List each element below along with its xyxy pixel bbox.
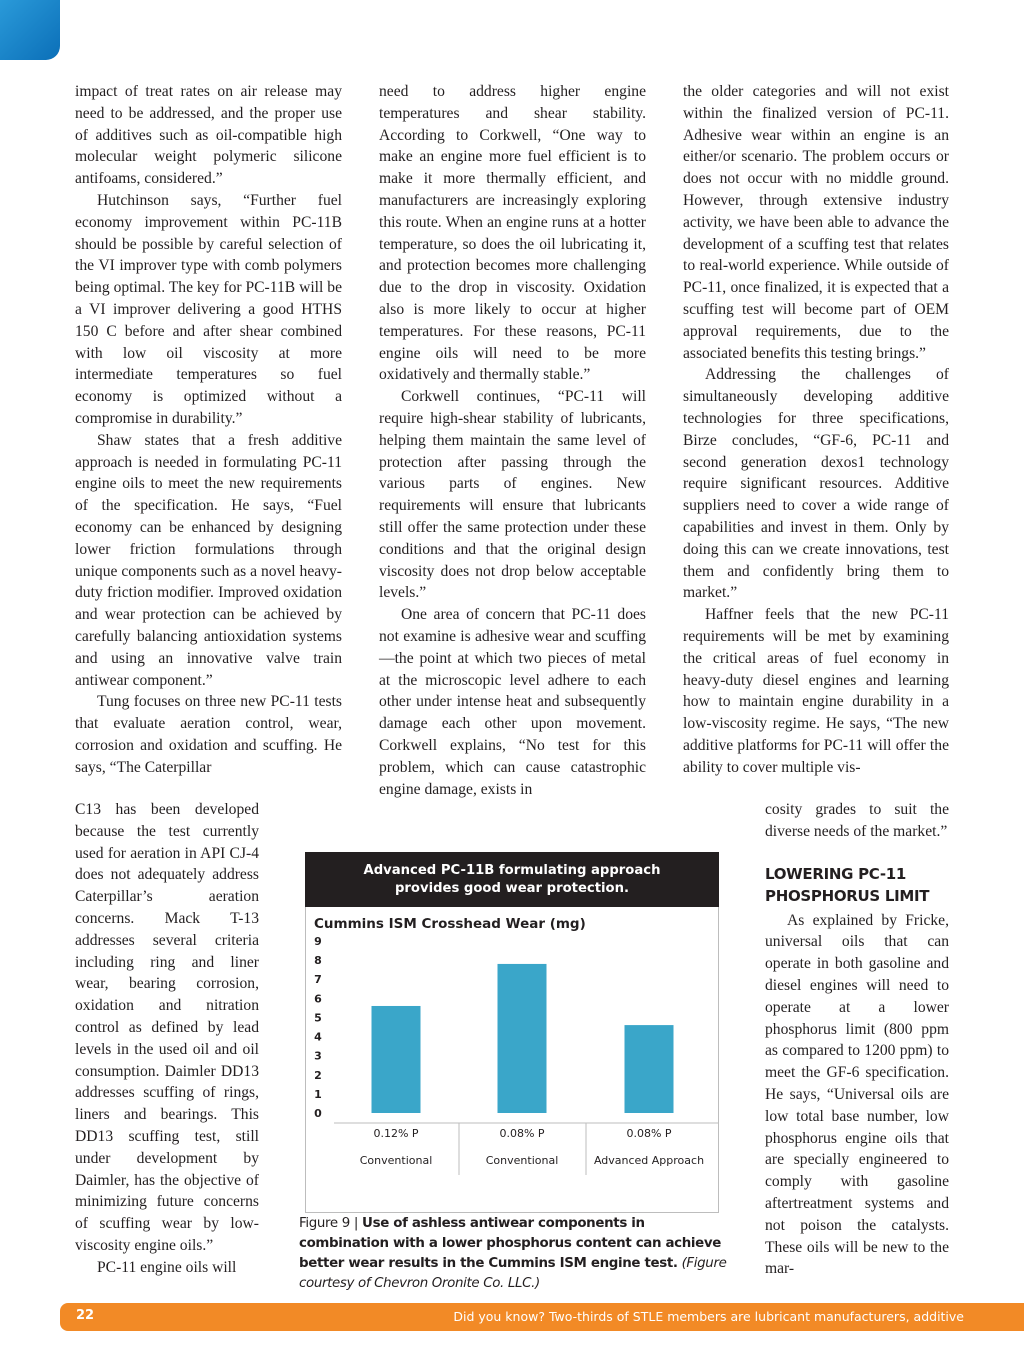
figure-credit: (Figure courtesy of Chevron Oronite Co. LLC.) xyxy=(299,1256,727,1291)
paragraph: cosity grades to suit the diverse needs of the market.” xyxy=(765,801,949,840)
paragraph: PC-11 engine oils will xyxy=(97,1258,237,1276)
bar-label: 0.12% P xyxy=(373,1127,419,1140)
paragraph: Addressing the challenges of simultaneously developing additive technologies for three specifications, Birze concludes, “GF-6, PC-11 and second generation dexos1 technology require significant resources. Additive suppliers need to cover a wide range of capabilities and invest in them. Only by doing this can we create innovations, test them and confidently bring them to market.” xyxy=(683,366,949,602)
paragraph: need to address higher engine temperatures and shear stability. According to Corkwell, “One way to make an engine more fuel efficient is to make it more thermally efficient, and manufacturers are increasingly exploring this route. When an engine runs at a hotter temperature, so does the oil lubricating it, and protection becomes more challenging due to the drop in viscosity. Oxidation also is more likely to occur at higher temperatures. For these reasons, PC-11 engine oils will need to be more oxidatively and thermally stable.” xyxy=(379,83,646,384)
figure-number: Figure 9 xyxy=(299,1216,350,1231)
article-column-3-lower xyxy=(765,799,949,1280)
figure-banner xyxy=(305,852,719,907)
y-tick-label: 9 xyxy=(314,935,322,948)
y-tick-label: 1 xyxy=(314,1087,322,1101)
chart-title: Cummins ISM Crosshead Wear (mg) xyxy=(314,916,586,932)
bar-1 xyxy=(372,1006,421,1113)
figure-caption xyxy=(299,1214,727,1294)
y-tick-label: 3 xyxy=(314,1049,322,1063)
category-label: Advanced Approach xyxy=(593,1154,705,1167)
paragraph: Haffner feels that the new PC-11 requirements will be met by examining the critical areas of fuel economy in heavy-duty diesel engines and learning how to maintain engine durability in a low-viscosity regime. He says, “The new additive platforms for PC-11 will offer the ability to cover multiple vis- xyxy=(683,606,949,776)
y-tick-label: 2 xyxy=(314,1068,322,1082)
y-tick-label: 8 xyxy=(314,954,322,968)
page-footer xyxy=(60,1303,1024,1331)
figure-banner-line-1: Advanced PC-11B formulating approach xyxy=(363,862,661,878)
figure-banner-line-2: provides good wear protection. xyxy=(394,880,629,896)
paragraph: C13 has been developed because the test currently used for aeration in API CJ-4 does not adequately address Caterpillar’s aeration concerns. Mack T-13 addresses several criteria including ring and liner wear, bearing corrosion, oxidation and nitration control as defined by lead levels in the used oil and oil consumption. Daimler DD13 addresses scuffing of rings, liners and bearings. This DD13 scuffing test, still under development by Daimler, has the objective of minimizing future concerns of scuffing wear by low-viscosity engine oils.” xyxy=(75,801,259,1254)
paragraph: the older categories and will not exist within the finalized version of PC-11. Adhesive wear within an engine is an either/or scenario. The problem occurs or does not occur with no middle ground. However, through extensive industry activity, we have been able to advance the development of a scuffing test that relates to real-world experience. While outside of PC-11, once finalized, it is expected that a scuffing test will become part of OEM approval requirements, due to the associated benefits this testing brings.” xyxy=(683,83,949,362)
y-tick-label: 7 xyxy=(314,973,322,987)
category-label: Conventional xyxy=(485,1154,559,1167)
y-tick-label: 6 xyxy=(314,992,322,1006)
article-column-3 xyxy=(683,81,949,779)
paragraph: As explained by Fricke, universal oils that can operate in both gasoline and diesel engines will need to operate at a lower phosphorus limit (800 ppm as compared to 1200 ppm) to meet the GF-6 specification. He says, “Universal oils are low total base number, low phosphorus engine oils that are specially engineered to comply with gasoline aftertreatment systems and not poison the catalysts. These oils will be new to the mar- xyxy=(765,911,949,1278)
article-column-1 xyxy=(75,81,342,779)
category-label: Conventional xyxy=(359,1154,433,1167)
y-tick-label: 4 xyxy=(314,1030,322,1044)
paragraph: One area of concern that PC-11 does not examine is adhesive wear and scuffing—the point at which two pieces of metal at the microscopic level adhere to each other under intense heat and subsequently damage each other upon movement. Corkwell explains, “No test for this problem, which can cause catastrophic engine damage, exists in xyxy=(379,606,646,798)
bar-2 xyxy=(498,964,547,1113)
article-column-2 xyxy=(379,81,646,800)
article-column-1-lower xyxy=(75,799,259,1279)
bar-3 xyxy=(625,1025,674,1113)
paragraph: Corkwell continues, “PC-11 will require high-shear stability of lubricants, helping them maintain the same level of protection after passing through the various parts of engines. New requirements will ensure that lubricants still offer the same protection under these conditions and that the original design viscosity does not drop below acceptable levels.” xyxy=(379,388,646,602)
bar-chart xyxy=(306,907,718,1212)
paragraph: impact of treat rates on air release may need to be addressed, and the proper use of additives such as oil-compatible high molecular weight polymeric silicone antifoams, considered.” xyxy=(75,83,342,188)
caption-separator: | xyxy=(353,1216,359,1231)
bar-label: 0.08% P xyxy=(626,1127,672,1140)
paragraph: Shaw states that a fresh additive approach is needed in formulating PC-11 engine oils to meet the new requirements of the specification. He says, “Fuel economy can be enhanced by designing lower friction formulations through unique components such as a novel heavy-duty friction modifier. Improved oxidation and wear protection can be achieved by carefully balancing antioxidation systems and using an innovative valve train antiwear component.” xyxy=(75,431,342,689)
chart-frame xyxy=(305,907,719,1213)
section-subheading: LOWERING PC-11 PHOSPHORUS LIMIT xyxy=(765,864,930,905)
corner-tab xyxy=(0,0,60,60)
footer-tagline: Did you know? Two-thirds of STLE members are lubricant manufacturers, additive xyxy=(453,1309,964,1324)
paragraph: Hutchinson says, “Further fuel economy improvement within PC-11B should be possible by careful selection of the VI improver type with comb polymers being optimal. The key for PC-11B will be a VI improver delivering a good HTHS 150 C before and after shear combined with low oil viscosity at more intermediate temperatures so fuel economy is optimized without a compromise in durability.” xyxy=(75,191,342,427)
caption-text: Use of ashless antiwear components in combination with a lower phosphorus content can achieve better wear results in the Cummins ISM engine test. xyxy=(299,1216,722,1271)
figure-9 xyxy=(305,852,719,1212)
y-tick-label: 0 xyxy=(314,1107,322,1120)
y-tick-label: 5 xyxy=(314,1011,322,1025)
page-number: 22 xyxy=(76,1308,95,1323)
paragraph: Tung focuses on three new PC-11 tests that evaluate aeration control, wear, corrosion and oxidation and scuffing. He says, “The Caterpillar xyxy=(75,693,342,776)
bar-label: 0.08% P xyxy=(499,1127,545,1140)
